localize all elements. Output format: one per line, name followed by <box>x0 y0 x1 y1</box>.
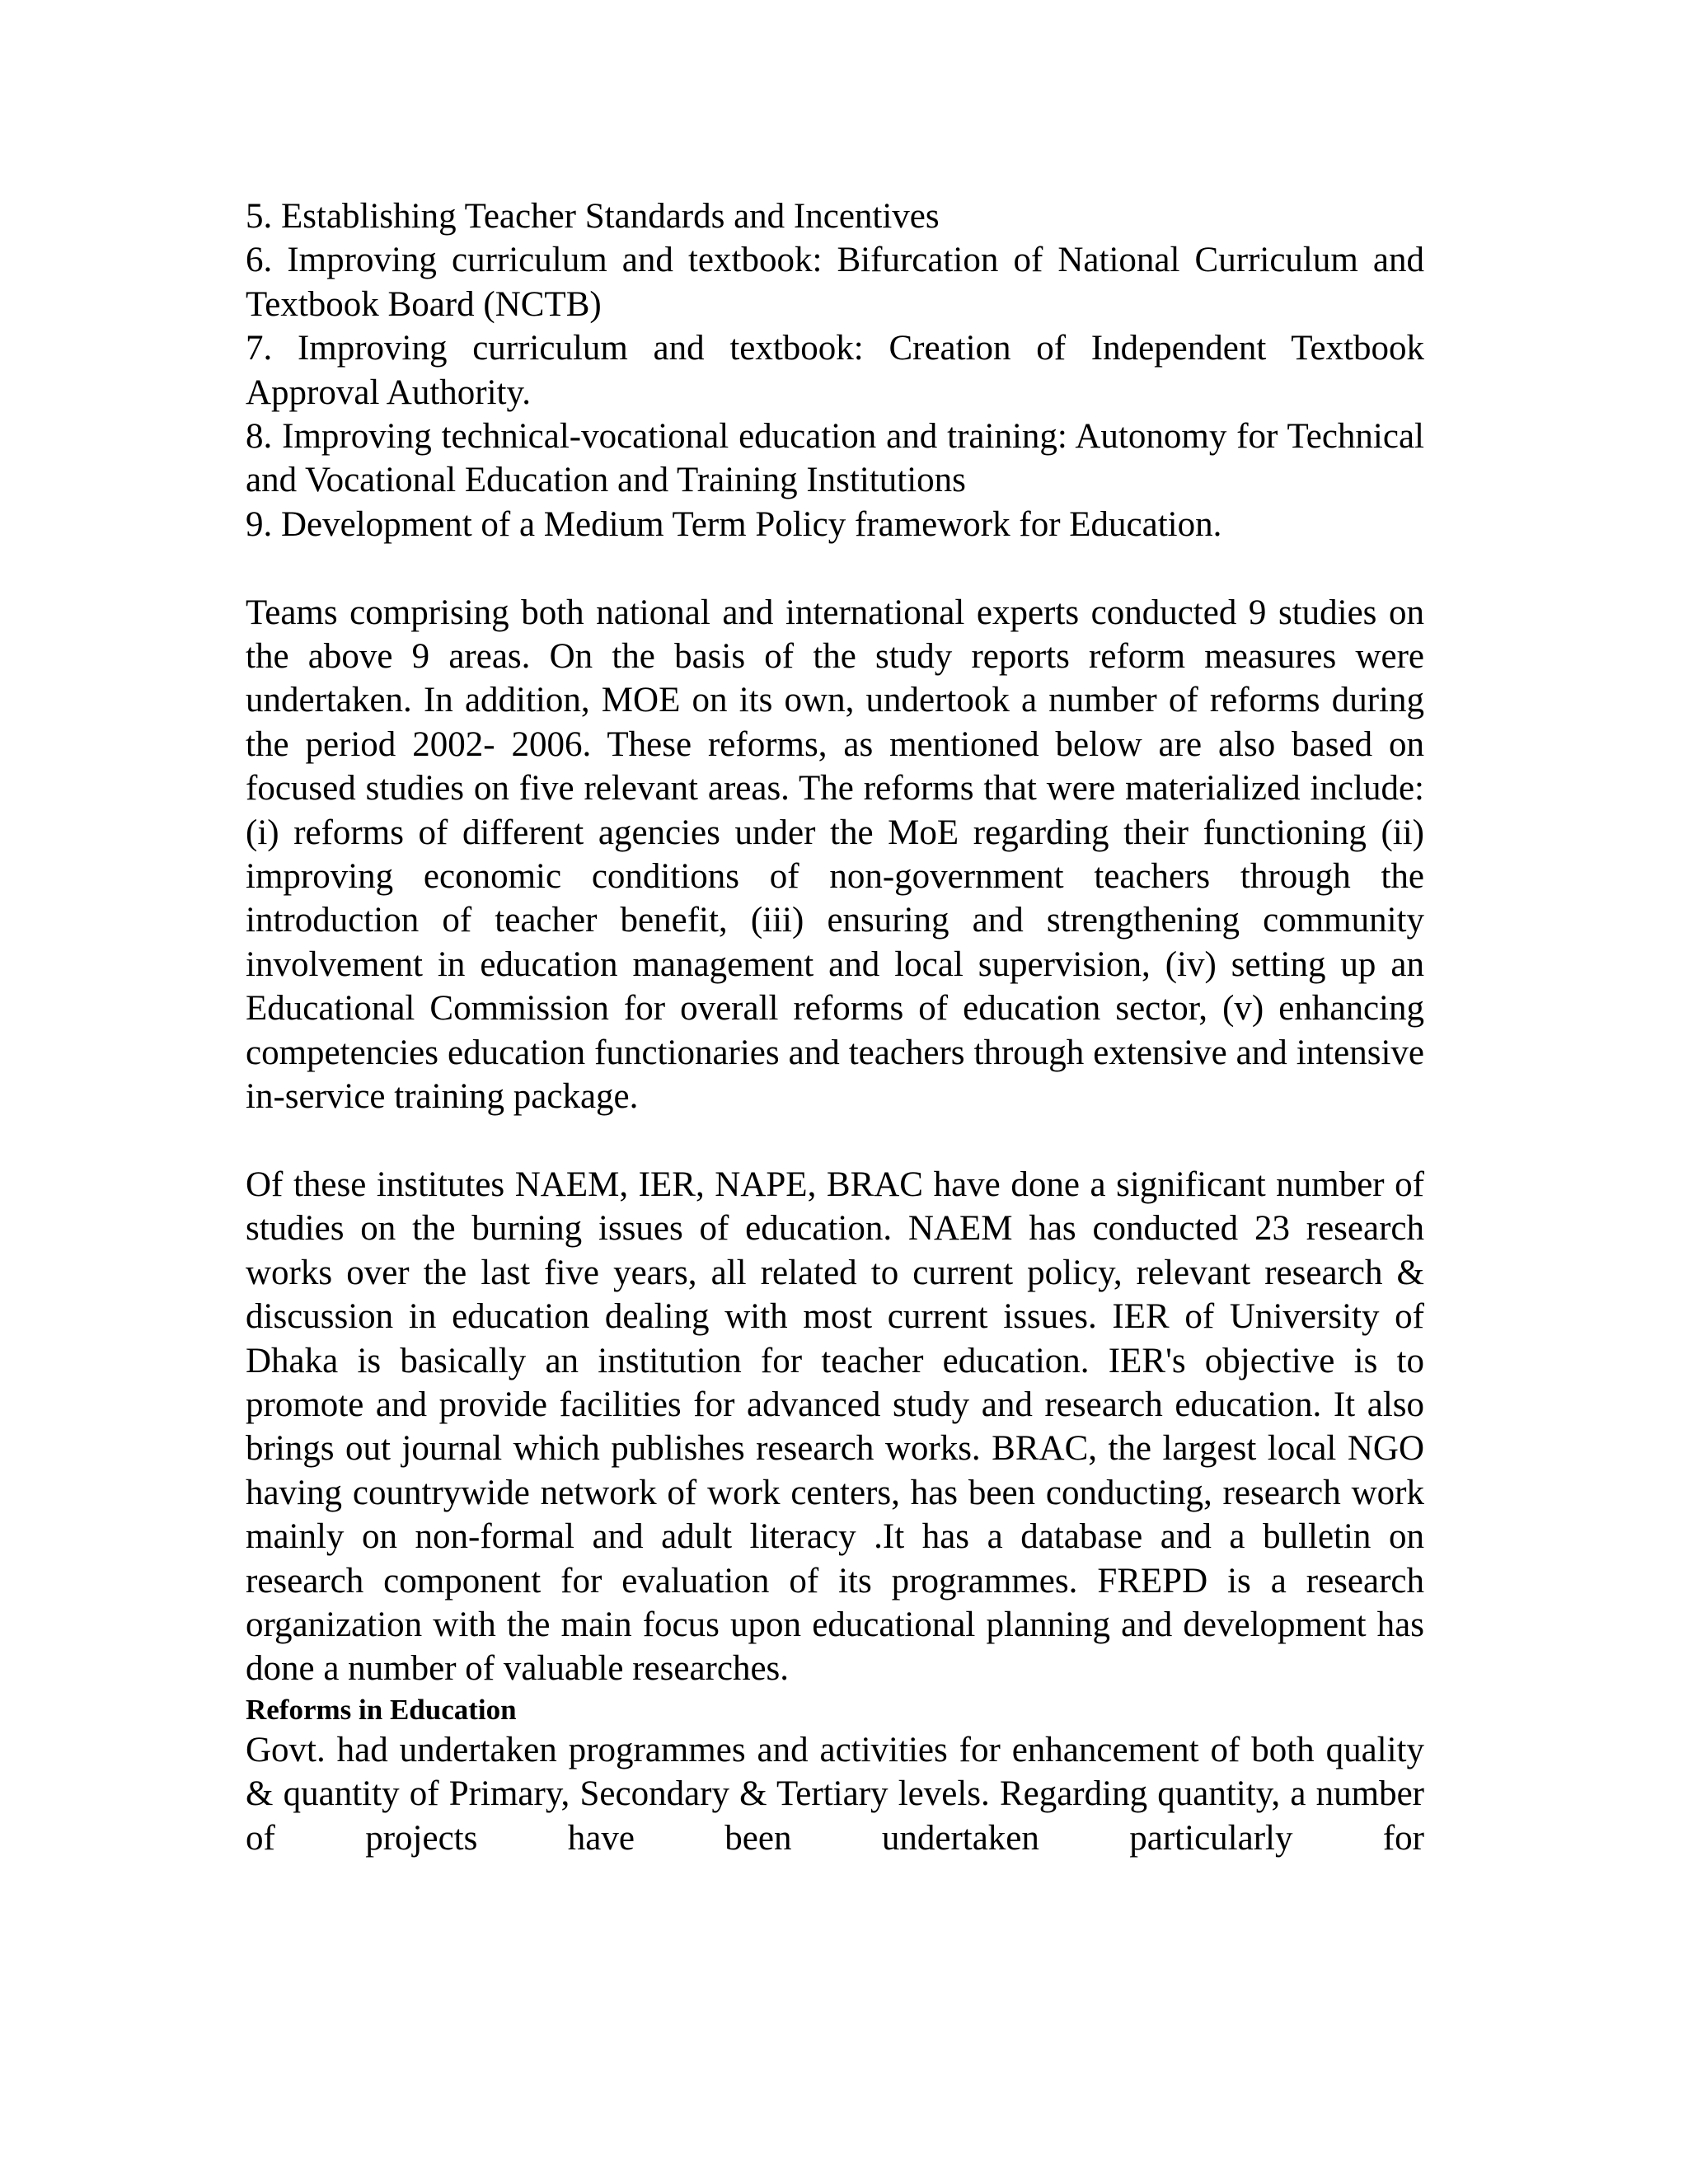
list-item: 6. Improving curriculum and textbook: Bifurcation of National Curriculum and Textbook Board (NCTB) <box>246 241 1424 324</box>
list-item: 8. Improving technical-vocational education and training: Autonomy for Technical and Vocational Education and Training Institutions <box>246 417 1424 500</box>
list-item: 7. Improving curriculum and textbook: Creation of Independent Textbook Approval Authority. <box>246 329 1424 412</box>
list-item: 9. Development of a Medium Term Policy framework for Education. <box>246 504 1222 544</box>
document-page <box>246 194 1424 1860</box>
reform-areas-list <box>246 194 1424 546</box>
institutes-paragraph: Of these institutes NAEM, IER, NAPE, BRAC have done a significant number of studies on the burning issues of education. NAEM has conducted 23 research works over the last five years, all related to current policy, relevant research & discussion in education dealing with most current issues. IER of University of Dhaka is basically an institution for teacher education. IER's objective is to promote and provide facilities for advanced study and research education. It also brings out journal which publishes research works. BRAC, the largest local NGO having countrywide network of work centers, has been conducting, research work mainly on non-formal and adult literacy .It has a database and a bulletin on research component for evaluation of its programmes. FREPD is a research organization with the main focus upon educational planning and development has done a number of valuable researches. <box>246 1165 1424 1689</box>
section-heading: Reforms in Education <box>246 1693 517 1726</box>
spacer <box>246 546 1424 590</box>
teams-paragraph: Teams comprising both national and international experts conducted 9 studies on the above 9 areas. On the basis of the study reports reform measures were undertaken. In addition, MOE on its own, undertook a number of reforms during the period 2002- 2006. These reforms, as mentioned below are also based on focused studies on five relevant areas. The reforms that were materialized include: (i) reforms of different agencies under the MoE regarding their functioning (ii) improving economic conditions of non-government teachers through the introduction of teacher benefit, (iii) ensuring and strengthening community involvement in education management and local supervision, (iv) setting up an Educational Commission for overall reforms of education sector, (v) enhancing competencies education functionaries and teachers through extensive and intensive in-service training package. <box>246 593 1424 1117</box>
list-item: 5. Establishing Teacher Standards and Incentives <box>246 197 940 236</box>
spacer <box>246 1119 1424 1163</box>
reforms-paragraph: Govt. had undertaken programmes and activities for enhancement of both quality & quantity of Primary, Secondary & Tertiary levels. Regarding quantity, a number of projects have been undertaken particularly for <box>246 1730 1424 1858</box>
